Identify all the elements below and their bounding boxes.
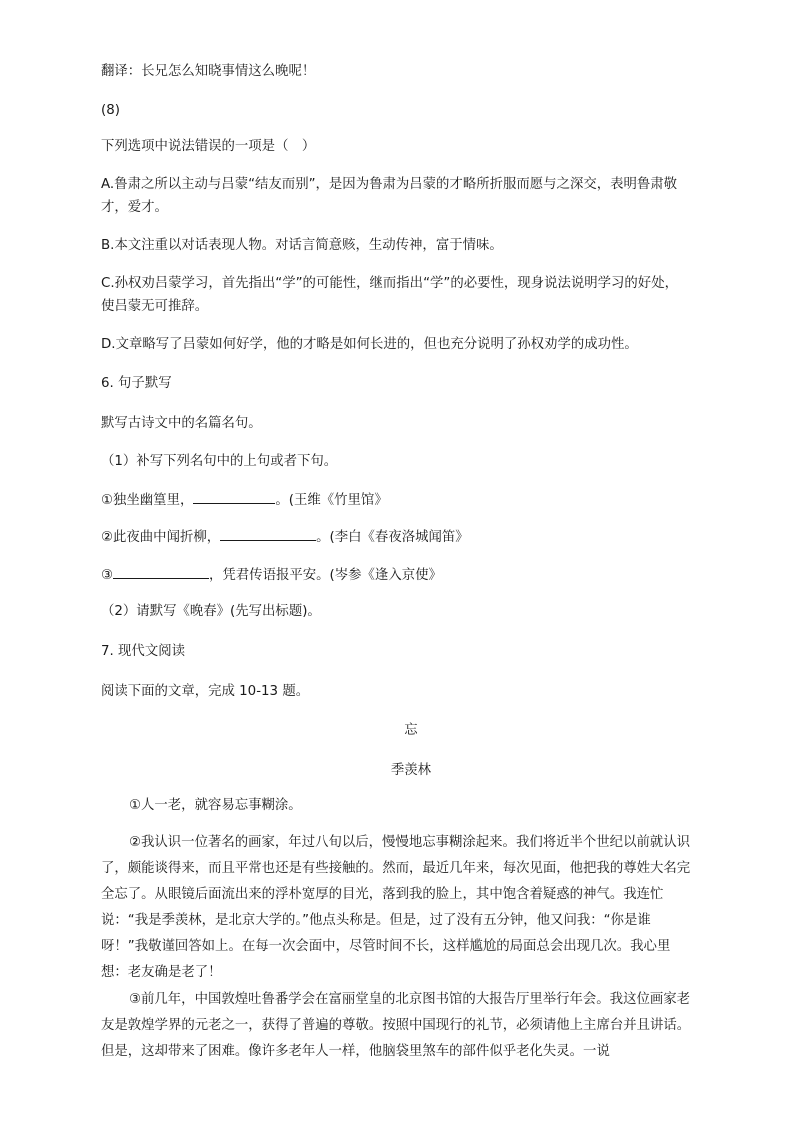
section-6-part-2: （2）请默写《晚春》(先写出标题)。 — [101, 604, 321, 619]
answer-blank-3[interactable] — [113, 565, 209, 579]
article-author: 季羡林 — [390, 763, 432, 778]
fill-blank-1-prefix: ①独坐幽篁里， — [101, 493, 194, 508]
option-c-line-2: 使吕蒙无可推辞。 — [101, 299, 209, 314]
article-paragraph-1: ①人一老，就容易忘事糊涂。 — [129, 798, 302, 813]
option-d: D.文章略写了吕蒙如何好学，他的才略是如何长进的，但也充分说明了孙权劝学的成功性。 — [101, 337, 638, 352]
section-6-intro: 默写古诗文中的名篇名句。 — [101, 416, 262, 431]
fill-blank-3-prefix: ③ — [101, 568, 114, 583]
translation-line: 翻译：长兄怎么知晓事情这么晚呢！ — [101, 64, 316, 79]
fill-blank-1-suffix: 。(王维《竹里馆》 — [275, 493, 388, 508]
section-6-heading: 6. 句子默写 — [101, 376, 172, 391]
article-title: 忘 — [404, 723, 418, 738]
answer-blank-1[interactable] — [193, 490, 275, 504]
section-6-part-1: （1）补写下列名句中的上句或者下句。 — [101, 454, 338, 469]
answer-blank-2[interactable] — [220, 527, 316, 541]
article-paragraph-3: ③前几年，中国敦煌吐鲁番学会在富丽堂皇的北京图书馆的大报告厅里举行年会。我这位画家老友是敦煌学界的元老之一，获得了普遍的尊敬。按照中国现行的礼节，必须请他上主席台并且讲话。但是，这却带来了困难。像许多老年人一样，他脑袋里煞车的部件似乎老化失灵。一说 — [101, 992, 691, 1059]
fill-blank-3 — [101, 565, 442, 586]
article-paragraph-2: ②我认识一位著名的画家，年过八旬以后，慢慢地忘事糊涂起来。我们将近半个世纪以前就认识了，颇能谈得来，而且平常也还是有些接触的。然而，最近几年来，每次见面，他把我的尊姓大名完全忘了。从眼镜后面流出来的浮朴宽厚的目光，落到我的脸上，其中饱含着疑惑的神气。我连忙说：“我是季羡林，是北京大学的。”他点头称是。但是，过了没有五分钟，他又问我：“你是谁呀！”我敬谨回答如上。在每一次会面中，尽管时间不长，这样尴尬的局面总会出现几次。我心里想：老友确是老了！ — [101, 835, 691, 980]
fill-blank-2-prefix: ②此夜曲中闻折柳， — [101, 530, 221, 545]
option-a-line-2: 才，爱才。 — [101, 200, 168, 215]
section-7-intro: 阅读下面的文章，完成 10-13 题。 — [101, 684, 310, 699]
option-a-line-1: A.鲁肃之所以主动与吕蒙“结友而别”，是因为鲁肃为吕蒙的才略所折服而愿与之深交，表明鲁肃敬 — [101, 177, 678, 192]
question-stem: 下列选项中说法错误的一项是（ ） — [101, 139, 316, 154]
fill-blank-2-suffix: 。(李白《春夜洛城闻笛》 — [316, 530, 469, 545]
fill-blank-3-suffix: ，凭君传语报平安。(岑参《逢入京使》 — [209, 568, 442, 583]
option-c-line-1: C.孙权劝吕蒙学习，首先指出“学”的可能性，继而指出“学”的必要性，现身说法说明学习的好处， — [101, 276, 678, 291]
fill-blank-1 — [101, 490, 388, 511]
option-b: B.本文注重以对话表现人物。对话言简意赅，生动传神，富于情味。 — [101, 238, 503, 253]
question-number: (8) — [101, 103, 120, 118]
section-7-heading: 7. 现代文阅读 — [101, 644, 185, 659]
fill-blank-2 — [101, 527, 469, 548]
